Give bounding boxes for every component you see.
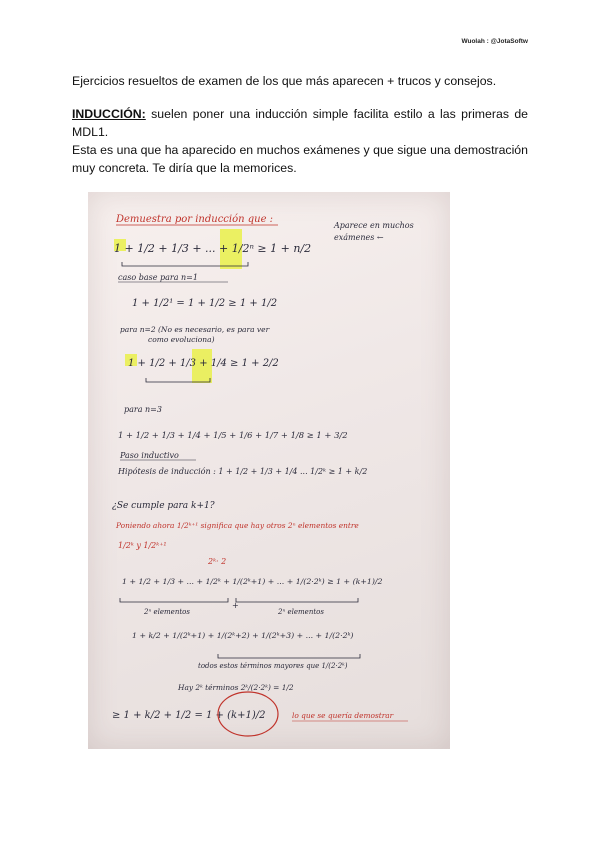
brace-mid-label: + [232,601,239,610]
sum-equation-1: 1 + 1/2 + 1/3 + ... + 1/2ᵏ + 1/(2ᵏ+1) + ... + 1/(2·2ᵏ) ≥ 1 + (k+1)/2 [122,577,383,586]
final-inequality: ≥ 1 + k/2 + 1/2 = 1 + (k+1)/2 [112,710,266,721]
caso-base-equation: 1 + 1/2¹ = 1 + 1/2 ≥ 1 + 1/2 [132,298,278,309]
intro-text [72,72,528,177]
handwritten-proof-drawing [88,192,450,749]
red-explanation-2: 1/2ᵏ y 1/2ᵏ⁺¹ [118,541,167,550]
intro-paragraph-2 [72,105,528,141]
brace-left-label: 2ⁿ elementos [144,608,190,616]
mayores-note: todos estos términos mayores que 1/(2·2ᵏ) [198,662,348,670]
paso-inductivo-label: Paso inductivo [120,451,179,460]
handwritten-proof-photo [88,192,450,749]
n3-equation: 1 + 1/2 + 1/3 + 1/4 + 1/5 + 1/6 + 1/7 + 1/8 ≥ 1 + 3/2 [118,430,348,440]
n2-note-line-1: para n=2 (No es necesario, es para ver [120,325,270,334]
caso-base-label: caso base para n=1 [118,273,198,282]
hay-terminos-note: Hay 2ᵏ términos 2ᵏ/(2·2ᵏ) = 1/2 [178,683,294,692]
n2-note-line-2: como evoluciona) [148,335,215,344]
watermark: Wuolah : @JotaSoftw [461,38,528,45]
sum-equation-2: 1 + k/2 + 1/(2ᵏ+1) + 1/(2ᵏ+2) + 1/(2ᵏ+3) + ... + 1/(2·2ᵏ) [132,631,354,640]
proof-title: Demuestra por inducción que : [116,214,274,225]
statement: 1 + 1/2 + 1/3 + ... + 1/2ⁿ ≥ 1 + n/2 [114,242,312,255]
red-explanation-1: Poniendo ahora 1/2ᵏ⁺¹ significa que hay otros 2ⁿ elementos entre [116,521,359,530]
red-explanation-3: 2ᵏ· 2 [208,557,227,566]
brace-right-label: 2ⁿ elementos [278,608,324,616]
qed-note: lo que se quería demostrar [292,711,394,720]
intro-paragraph-1: Ejercicios resueltos de examen de los que más aparecen + trucos y consejos. [72,74,497,88]
note-line-2: exámenes ← [334,233,384,242]
induction-keyword: INDUCCIÓN: [72,107,146,121]
intro-paragraph-2-text: suelen poner una inducción simple facilita estilo a las primeras de MDL1. [72,107,528,139]
n3-label: para n=3 [124,405,162,414]
question-k-plus-1: ¿Se cumple para k+1? [112,501,215,511]
n2-equation: 1 + 1/2 + 1/3 + 1/4 ≥ 1 + 2/2 [128,358,279,369]
note-line-1: Aparece en muchos [334,221,414,230]
hipotesis-induccion: Hipótesis de inducción : 1 + 1/2 + 1/3 + 1/4 ... 1/2ᵏ ≥ 1 + k/2 [118,467,368,476]
intro-paragraph-3: Esta es una que ha aparecido en muchos exámenes y que sigue una demostración muy concreta. Te diría que la memorices. [72,143,528,175]
